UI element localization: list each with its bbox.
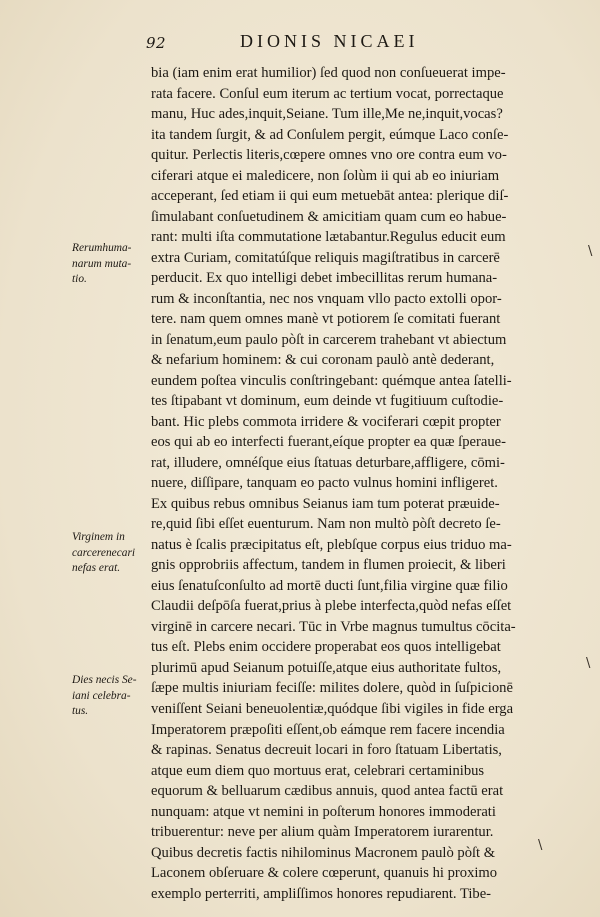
- text-line: eundem poſtea vinculis conſtringebant: quémque antea ſatelli-: [151, 372, 512, 389]
- text-line: in ſenatum,eum paulo pòſt in carcerem trahebant vt abiectum: [151, 331, 507, 348]
- text-line: ciferari atque ei maledicere, non ſolùm ii qui ab eo iniuriam: [151, 167, 500, 184]
- marginal-note-line: tus.: [72, 705, 89, 717]
- text-line: ſæpe multis iniuriam feciſſe: milites dolere, quòd in ſuſpicionē: [151, 680, 513, 697]
- text-line: & rapinas. Senatus decreuit locari in foro ſtatuam Libertatis,: [151, 742, 502, 759]
- text-line: atque eum diem quo mortuus erat, celebrari certaminibus: [151, 762, 485, 779]
- text-line: Laconem obſeruare & colere cœperunt, quanuis hi proximo: [151, 865, 498, 882]
- text-line: veniſſent Seiani beneuolentiæ,quódque ſibi vigiles in fide erga: [151, 700, 514, 717]
- text-line: tribuerentur: neve per alium quàm Imperatorem iurarentur.: [151, 824, 494, 841]
- text-line: nunquam: atque vt nemini in poſterum honores immoderati: [151, 803, 496, 820]
- marginal-note-virginem: [72, 530, 150, 577]
- text-line: bant. Hic plebs commota irridere & vociferari cœpit propter: [151, 413, 501, 430]
- text-line: extra Curiam, comitatúſque reliquis magiſtratibus in carcerē: [151, 249, 500, 266]
- marginal-note-line: Rerumhuma-: [72, 242, 132, 254]
- text-line: rat, illudere, omnéſque eius ſtatuas deturbare,affligere, cōmi-: [151, 454, 505, 471]
- marginal-note-dies-necis: [72, 673, 150, 720]
- marginal-note-line: iani celebra-: [72, 689, 131, 702]
- page-number: 92: [146, 34, 167, 52]
- text-line: re,quid ſibi eſſet euenturum. Nam non multò pòſt decreto ſe-: [151, 516, 501, 533]
- text-line: equorum & belluarum cædibus annuis, quod antea factū erat: [151, 783, 504, 800]
- text-line: acceperant, ſed etiam ii qui eum metuebāt antea: plerique diſ-: [151, 188, 509, 205]
- text-line: & nefarium hominem: & cui coronam paulò antè dederant,: [151, 352, 495, 369]
- margin-mark: \: [586, 656, 591, 671]
- text-line: quitur. Perlectis literis,cœpere omnes vno ore contra eum vo-: [151, 147, 507, 164]
- text-line: Imperatorem præpoſiti eſſent,ob eámque rem facere incendia: [151, 721, 505, 738]
- text-line: rum & inconſtantia, nec nos vnquam vllo pacto extolli opor-: [151, 290, 502, 307]
- text-line: manu, Huc ades,inquit,Seiane. Tum ille,Me ne,inquit,vocas?: [151, 106, 503, 123]
- text-line: plurimū apud Seianum potuiſſe,atque eius authoritate fultos,: [151, 659, 502, 676]
- marginal-note-line: Virginem in: [72, 531, 125, 543]
- marginal-note-line: carcerenecari: [72, 546, 136, 559]
- text-line: perducit. Ex quo intelligi debet imbecillitas rerum humana-: [151, 270, 498, 287]
- text-line: virginē in carcere necari. Tūc in Vrbe magnus tumultus cōcita-: [151, 618, 516, 635]
- text-line: Ex quibus rebus omnibus Seianus iam tum poterat præuide-: [151, 495, 500, 512]
- text-line: Quibus decretis factis nihilominus Macronem paulò pòſt &: [151, 844, 496, 861]
- text-line: eius ſenatuſconſulto ad mortē ducti ſunt,filia virgine quæ filio: [151, 577, 508, 594]
- text-line: eos qui ab eo interfecti fuerant,eíque propter ea quæ ſperaue-: [151, 434, 506, 451]
- marginal-note-rerum-humanarum: [72, 241, 150, 288]
- marginal-note-line: narum muta-: [72, 257, 132, 270]
- text-line: tere. nam quem omnes manè vt potiorem ſe comitati fuerant: [151, 311, 501, 328]
- text-line: ſimulabant conſuetudinem & amicitiam quam cum eo habue-: [151, 208, 507, 225]
- text-line: natus è ſcalis præcipitatus eſt, plebſque corpus eius triduo ma-: [151, 536, 512, 553]
- text-line: exemplo perterriti, ampliſſimos honores repudiarent. Tibe-: [151, 885, 492, 902]
- marginal-note-line: Dies necis Se-: [72, 674, 137, 686]
- text-line: tes ſtipabant vt dominum, eum deinde vt fugitiuum cuſtodie-: [151, 393, 504, 410]
- text-line: Claudii deſpōſa fuerat,prius à plebe interfecta,quòd nefas eſſet: [151, 598, 512, 615]
- text-line: tus eſt. Plebs enim occidere properabat eos quos intelligebat: [151, 639, 501, 656]
- running-title: DIONIS NICAEI: [240, 31, 419, 51]
- text-line: rant: multi iſta commutatione lætabantur.Regulus educit eum: [151, 229, 506, 246]
- page-header: [0, 31, 600, 57]
- margin-mark: \: [538, 838, 543, 853]
- text-line: bia (iam enim erat humilior) ſed quod non conſueuerat impe-: [151, 65, 506, 81]
- text-line: nuere, diſſipare, tanquam eo pacto vulnus homini infligeret.: [151, 475, 498, 492]
- text-line: rata facere. Conſul eum iterum ac tertium vocat, porrectaque: [151, 85, 504, 102]
- marginal-note-line: nefas erat.: [72, 562, 121, 574]
- text-line: gnis opprobriis affectum, tandem in flumen proiecit, & liberi: [151, 557, 506, 574]
- main-text-block: [151, 63, 571, 904]
- text-line: ita tandem ſurgit, & ad Conſulem pergit, eúmque Laco conſe-: [151, 126, 509, 143]
- margin-mark: \: [588, 244, 593, 259]
- marginal-note-line: tio.: [72, 273, 87, 285]
